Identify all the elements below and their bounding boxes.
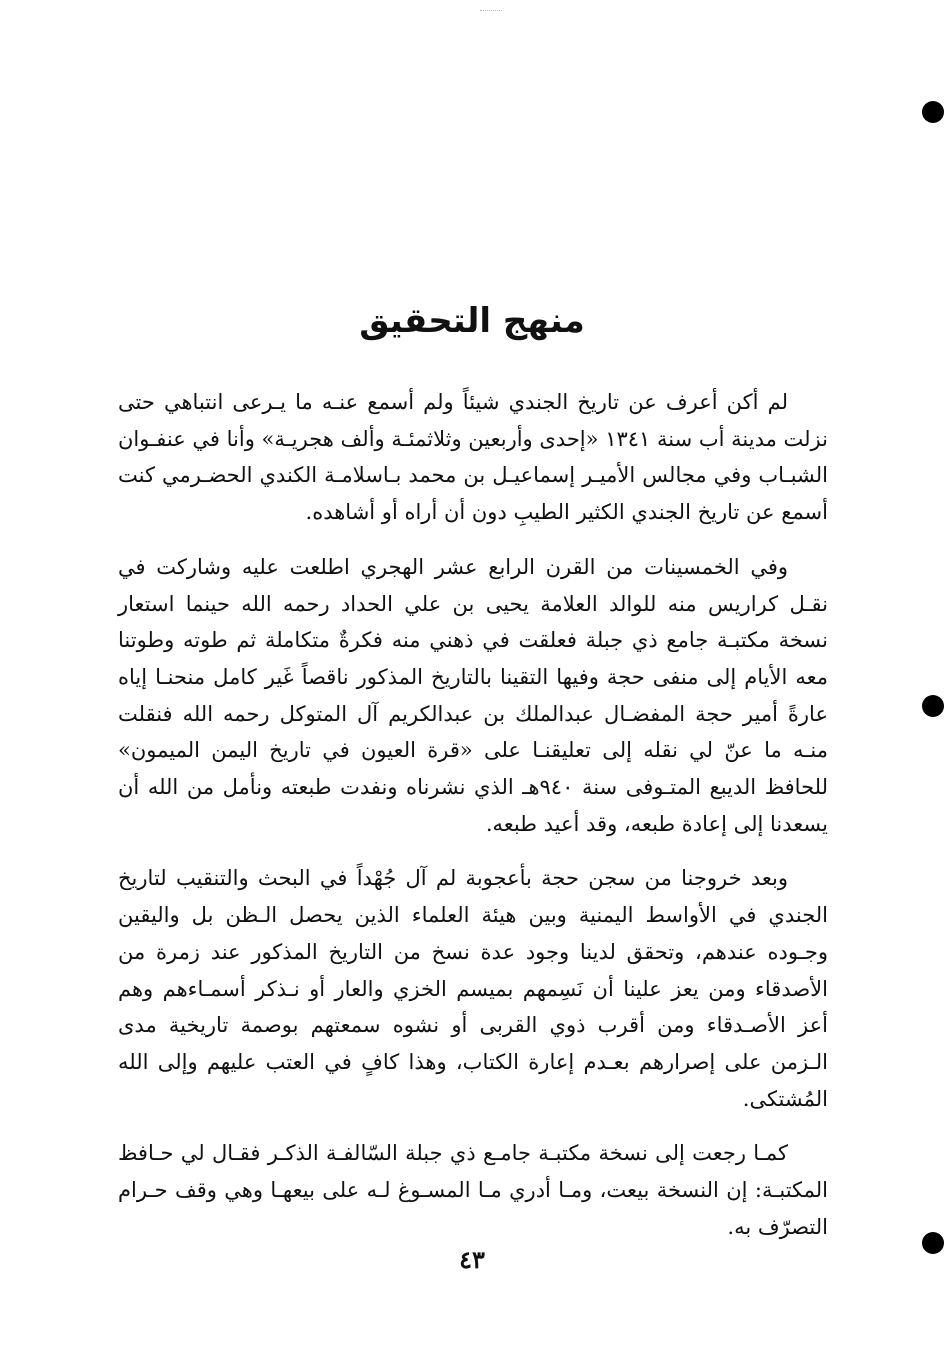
paragraph-3: وبعد خروجنا من سجن حجة بأعجوبة لم آل جُهْداً في البحث والتنقيب لتاريخ الجندي في الأواسط اليمنية وبين هيئة العلماء الذين يحصل الـظن بل واليقين وجـوده عندهم، وتحقق لدينا وجود عدة نسخ من التاريخ المذكور عند زمرة من الأصدقاء ومن يعز علينا أن نَسِمهم بميسم الخزي والعار أو نـذكر أسمـاءهم وهم أعز الأصـدقاء ومن أقرب ذوي القربى أو نشوه سمعتهم بوصمة تاريخية مدى الـزمن على إصرارهم بعـدم إعارة الكتاب، وهذا كافٍ في العتب عليهم وإلى الله المُشتكى. [118,866,828,1111]
paragraph-2: وفي الخمسينات من القرن الرابع عشر الهجري اطلعت عليه وشاركت في نقـل كراريس منه للوالد العلامة يحيى بن علي الحداد رحمه الله حينما استعار نسخة مكتبـة جامع ذي جبلة فعلقت في ذهني منه فكرةٌ متكاملة ثم طوته وطوتنا معه الأيام إلى منفى حجة وفيها التقينا بالتاريخ المذكور ناقصاً غَير كامل منحنـا إياه عارةً أمير حجة المفضـال عبدالملك بن عبدالكريم آل المتوكل رحمه الله فنقلت منـه ما عنّ لي نقله إلى تعليقنـا على «قرة العيون في تاريخ اليمن الميمون» للحافظ الديبع المتـوفى سنة ٩٤٠هـ الذي نشرناه ونفدت طبعته ونأمل من الله أن يسعدنا إلى إعادة طبعه، وقد أعيد طبعه. [118,554,828,836]
punch-hole-top [922,101,944,123]
page-title: منهج التحقيق [359,300,585,341]
body-text [118,384,828,1263]
paragraph-1: لم أكن أعرف عن تاريخ الجندي شيئاً ولم أسمع عنـه ما يـرعى انتباهي حتى نزلت مدينة أب سنة ١٣٤١ «إحدى وأربعين وثلاثمئـة وألف هجريـة» وأنا في عنفـوان الشبـاب وفي مجالس الأميـر إسماعيـل بن محمد بـاسلامـة الكندي الحضـرمي كنت أسمع عن تاريخ الجندي الكثير الطيبِ دون أن أراه أو أشاهده. [118,390,828,525]
page-number: ٤٣ [459,1245,485,1274]
paragraph-4: كمـا رجعت إلى نسخة مكتبـة جامـع ذي جبلة السّالفـة الذكـر فقـال لي حـافظ المكتبـة: إن النسخة بيعت، ومـا أدري مـا المسـوغ لـه على بيعهـا وهي وقف حـرام التصرّف به. [118,1141,828,1239]
scan-speck [480,10,502,12]
punch-hole-bottom [922,1232,944,1254]
punch-hole-middle [922,695,944,717]
